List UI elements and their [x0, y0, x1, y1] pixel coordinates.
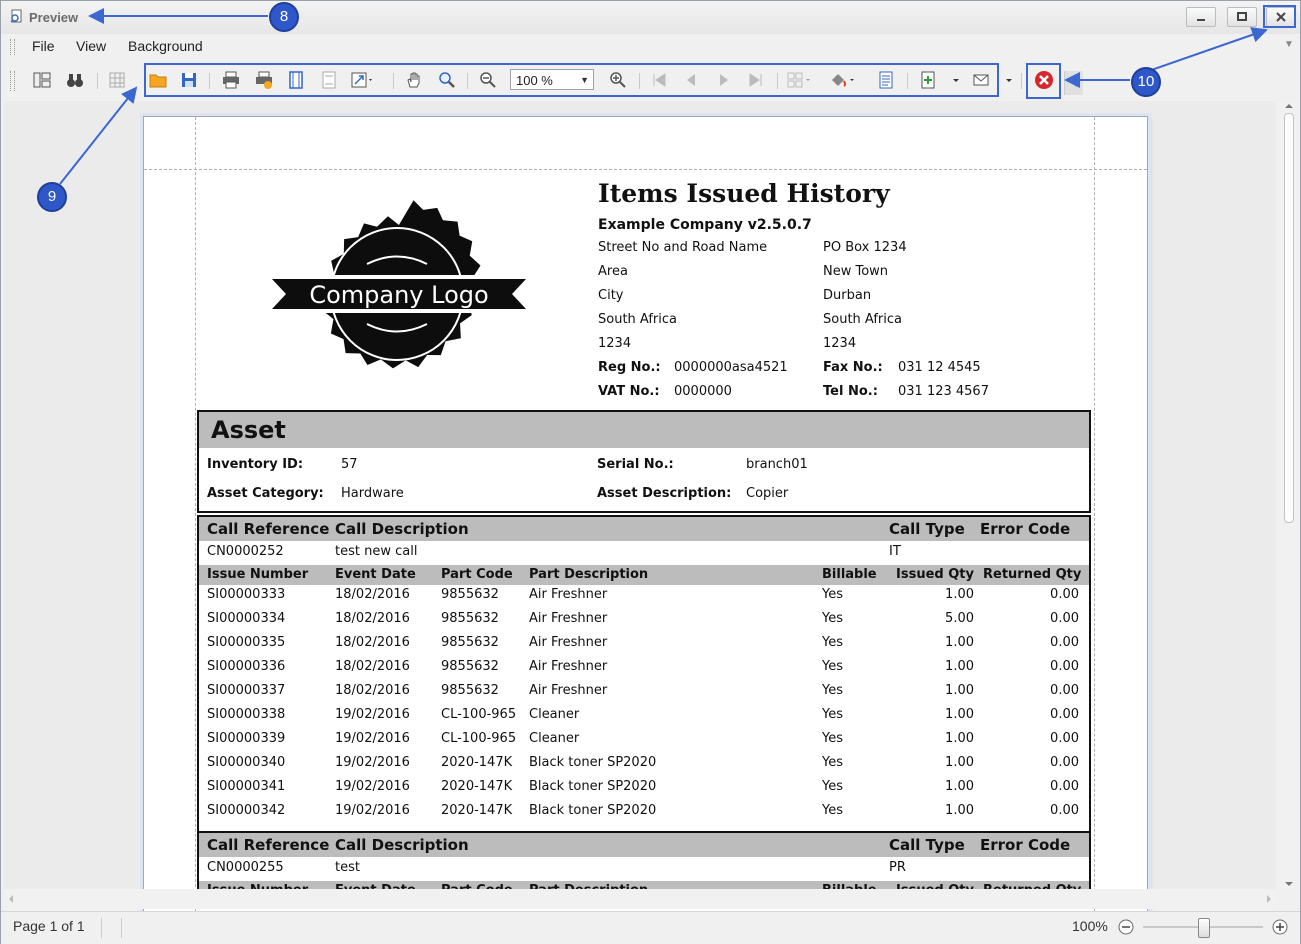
serial-label: Serial No.: [597, 457, 674, 472]
report-title: Items Issued History [598, 179, 890, 208]
error-code-header: Error Code [980, 836, 1071, 854]
issue-cell: SI00000334 [207, 611, 286, 626]
category-value: Hardware [341, 486, 404, 501]
issue-cell: Yes [822, 707, 843, 722]
issue-cell: 1.00 [945, 755, 974, 770]
serial-value: branch01 [746, 457, 808, 472]
menu-view[interactable]: View [76, 38, 107, 54]
call-description-header: Call Description [335, 836, 469, 854]
issue-cell: 1.00 [945, 803, 974, 818]
callout-10: 10 [1131, 67, 1161, 97]
call-description-value: test new call [335, 544, 418, 559]
category-label: Asset Category: [207, 486, 324, 501]
address-right-line: Durban [823, 288, 872, 303]
fax-value: 031 12 4545 [898, 360, 981, 375]
issue-cell: 1.00 [945, 587, 974, 602]
callout-9: 9 [37, 182, 67, 212]
issue-cell: 2020-147K [441, 779, 513, 794]
issue-cell: Yes [822, 587, 843, 602]
address-left-line: 1234 [598, 336, 632, 351]
issue-cell: Air Freshner [529, 587, 608, 602]
tel-label: Tel No.: [823, 384, 878, 399]
asset-heading: Asset [211, 416, 286, 444]
issue-cell: Yes [822, 683, 843, 698]
address-right-line: PO Box 1234 [823, 240, 907, 255]
issue-cell: SI00000341 [207, 779, 286, 794]
address-left-line: City [598, 288, 624, 303]
issue-cell: 0.00 [1050, 683, 1079, 698]
issue-cell: CL-100-965 [441, 731, 517, 746]
issue-cell: Yes [822, 635, 843, 650]
issue-cell: 0.00 [1050, 779, 1079, 794]
issue-cell: Air Freshner [529, 611, 608, 626]
issue-cell: 19/02/2016 [335, 755, 410, 770]
company-logo-text: Company Logo [309, 281, 489, 309]
call-type-value: PR [889, 860, 906, 875]
issue-cell: Cleaner [529, 707, 580, 722]
reg-value: 0000000asa4521 [674, 360, 788, 375]
menu-file[interactable]: File [32, 38, 55, 54]
issue-cell: 0.00 [1050, 803, 1079, 818]
issue-cell: 2020-147K [441, 803, 513, 818]
inventory-value: 57 [341, 457, 358, 472]
address-right-line: 1234 [823, 336, 857, 351]
issue-cell: 1.00 [945, 779, 974, 794]
issue-cell: 9855632 [441, 587, 499, 602]
issue-column-header: Issued Qty [896, 567, 974, 582]
issue-cell: Yes [822, 731, 843, 746]
issue-cell: Yes [822, 611, 843, 626]
callout-8: 8 [269, 2, 299, 32]
issue-cell: Air Freshner [529, 635, 608, 650]
issue-cell: 18/02/2016 [335, 587, 410, 602]
issue-cell: 19/02/2016 [335, 731, 410, 746]
issue-cell: SI00000335 [207, 635, 286, 650]
issue-cell: Cleaner [529, 731, 580, 746]
error-code-header: Error Code [980, 520, 1071, 538]
window-title-text: Preview [29, 10, 79, 25]
issue-cell: 0.00 [1050, 707, 1079, 722]
issue-cell: Air Freshner [529, 659, 608, 674]
issue-cell: 0.00 [1050, 635, 1079, 650]
reg-label: Reg No.: [598, 360, 661, 375]
issue-cell: 1.00 [945, 707, 974, 722]
issue-cell: 0.00 [1050, 731, 1079, 746]
issue-cell: 18/02/2016 [335, 659, 410, 674]
issue-cell: 19/02/2016 [335, 803, 410, 818]
description-value: Copier [746, 486, 789, 501]
zoom-combobox-value: 100 % [516, 73, 553, 88]
call-type-header: Call Type [889, 836, 965, 854]
issue-cell: 5.00 [945, 611, 974, 626]
issue-cell: 19/02/2016 [335, 707, 410, 722]
issue-column-header: Part Description [529, 567, 649, 582]
issue-cell: Black toner SP2020 [529, 803, 657, 818]
issue-column-header: Event Date [335, 567, 416, 582]
issue-cell: 0.00 [1050, 587, 1079, 602]
call-description-header: Call Description [335, 520, 469, 538]
tel-value: 031 123 4567 [898, 384, 989, 399]
call-reference-header: Call Reference [207, 520, 330, 538]
chevron-down-icon[interactable]: ▼ [1284, 39, 1294, 50]
call-reference-value: CN0000255 [207, 860, 284, 875]
address-left-line: Area [598, 264, 628, 279]
fax-label: Fax No.: [823, 360, 883, 375]
issue-cell: SI00000337 [207, 683, 286, 698]
issue-cell: SI00000338 [207, 707, 286, 722]
menu-background[interactable]: Background [128, 38, 203, 54]
issue-cell: Air Freshner [529, 683, 608, 698]
chevron-down-icon[interactable]: ▼ [580, 75, 589, 85]
issue-cell: 18/02/2016 [335, 611, 410, 626]
issue-cell: Black toner SP2020 [529, 779, 657, 794]
issue-cell: 9855632 [441, 635, 499, 650]
issue-cell: CL-100-965 [441, 707, 517, 722]
issue-column-header: Part Code [441, 567, 513, 582]
call-reference-value: CN0000252 [207, 544, 284, 559]
description-label: Asset Description: [597, 486, 732, 501]
issue-cell: Yes [822, 803, 843, 818]
issue-cell: 9855632 [441, 683, 499, 698]
inventory-label: Inventory ID: [207, 457, 304, 472]
vat-label: VAT No.: [598, 384, 660, 399]
page-info: Page 1 of 1 [13, 918, 85, 934]
call-description-value: test [335, 860, 360, 875]
call-reference-header: Call Reference [207, 836, 330, 854]
issue-column-header: Returned Qty [983, 567, 1082, 582]
issue-cell: 18/02/2016 [335, 635, 410, 650]
issue-column-header: Billable [822, 567, 877, 582]
issue-cell: 2020-147K [441, 755, 513, 770]
vat-value: 0000000 [674, 384, 732, 399]
issue-cell: SI00000339 [207, 731, 286, 746]
issue-cell: 9855632 [441, 659, 499, 674]
issue-cell: 1.00 [945, 731, 974, 746]
issue-cell: 1.00 [945, 659, 974, 674]
issue-cell: SI00000333 [207, 587, 286, 602]
issue-cell: SI00000342 [207, 803, 286, 818]
issue-cell: 18/02/2016 [335, 683, 410, 698]
issue-column-header: Issue Number [207, 567, 309, 582]
issue-cell: 0.00 [1050, 611, 1079, 626]
issue-cell: SI00000340 [207, 755, 286, 770]
company-name: Example Company v2.5.0.7 [598, 217, 812, 233]
address-left-line: Street No and Road Name [598, 240, 768, 255]
issue-cell: Yes [822, 755, 843, 770]
zoom-percent: 100% [1072, 918, 1108, 934]
issue-cell: SI00000336 [207, 659, 286, 674]
issue-cell: 19/02/2016 [335, 779, 410, 794]
issue-cell: 0.00 [1050, 755, 1079, 770]
issue-cell: 9855632 [441, 611, 499, 626]
issue-cell: Yes [822, 659, 843, 674]
call-type-header: Call Type [889, 520, 965, 538]
issue-cell: 1.00 [945, 635, 974, 650]
issue-cell: 1.00 [945, 683, 974, 698]
address-right-line: New Town [823, 264, 889, 279]
issue-cell: Black toner SP2020 [529, 755, 657, 770]
address-right-line: South Africa [823, 312, 902, 327]
issue-cell: Yes [822, 779, 843, 794]
call-type-value: IT [889, 544, 901, 559]
issue-cell: 0.00 [1050, 659, 1079, 674]
address-left-line: South Africa [598, 312, 677, 327]
